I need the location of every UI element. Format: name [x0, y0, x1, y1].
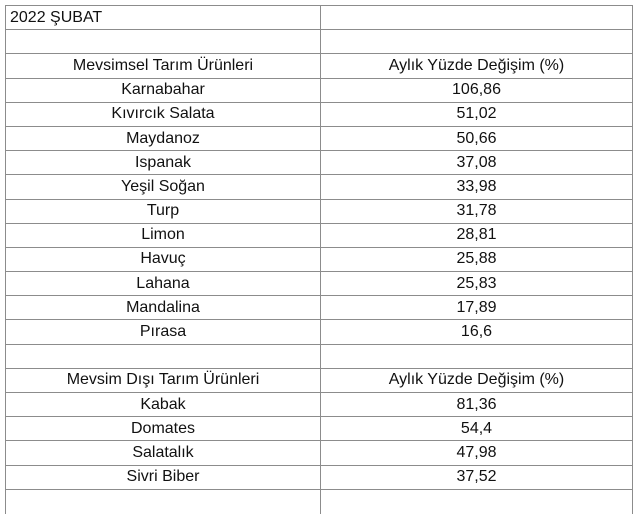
change-cell: 33,98	[321, 175, 633, 199]
product-cell: Karnabahar	[6, 78, 321, 102]
table-row	[6, 175, 633, 199]
product-cell: Pırasa	[6, 320, 321, 344]
table-row	[6, 465, 633, 489]
price-change-table	[5, 5, 633, 514]
change-cell: 25,88	[321, 247, 633, 271]
change-cell: 51,02	[321, 102, 633, 126]
table-row	[6, 441, 633, 465]
seasonal-change-header: Aylık Yüzde Değişim (%)	[321, 54, 633, 78]
change-cell: 37,52	[321, 465, 633, 489]
empty-cell	[321, 344, 633, 368]
seasonal-header-row	[6, 54, 633, 78]
empty-cell	[6, 489, 321, 513]
product-cell: Salatalık	[6, 441, 321, 465]
change-cell: 54,4	[321, 417, 633, 441]
change-cell: 25,83	[321, 272, 633, 296]
product-cell: Ispanak	[6, 151, 321, 175]
empty-cell	[6, 344, 321, 368]
empty-cell	[321, 489, 633, 513]
table-row	[6, 78, 633, 102]
table-row	[6, 393, 633, 417]
table-row	[6, 151, 633, 175]
change-cell: 28,81	[321, 223, 633, 247]
product-cell: Mandalina	[6, 296, 321, 320]
table-row	[6, 223, 633, 247]
change-cell: 47,98	[321, 441, 633, 465]
empty-cell	[321, 30, 633, 54]
spacer-row	[6, 30, 633, 54]
product-cell: Havuç	[6, 247, 321, 271]
table-row	[6, 247, 633, 271]
spacer-row	[6, 489, 633, 513]
title-cell: 2022 ŞUBAT	[6, 6, 321, 30]
change-cell: 50,66	[321, 126, 633, 150]
title-row	[6, 6, 633, 30]
change-cell: 81,36	[321, 393, 633, 417]
product-cell: Kıvırcık Salata	[6, 102, 321, 126]
table-row	[6, 102, 633, 126]
table-row	[6, 272, 633, 296]
change-cell: 106,86	[321, 78, 633, 102]
product-cell: Yeşil Soğan	[6, 175, 321, 199]
table-row	[6, 417, 633, 441]
empty-cell	[6, 30, 321, 54]
table-body	[6, 6, 633, 514]
product-cell: Sivri Biber	[6, 465, 321, 489]
table-row	[6, 199, 633, 223]
table-row	[6, 296, 633, 320]
table-row	[6, 126, 633, 150]
product-cell: Limon	[6, 223, 321, 247]
spacer-row	[6, 344, 633, 368]
change-cell: 37,08	[321, 151, 633, 175]
product-cell: Kabak	[6, 393, 321, 417]
product-cell: Domates	[6, 417, 321, 441]
seasonal-product-header: Mevsimsel Tarım Ürünleri	[6, 54, 321, 78]
offseason-change-header: Aylık Yüzde Değişim (%)	[321, 368, 633, 392]
table-row	[6, 320, 633, 344]
offseason-header-row	[6, 368, 633, 392]
change-cell: 17,89	[321, 296, 633, 320]
offseason-product-header: Mevsim Dışı Tarım Ürünleri	[6, 368, 321, 392]
change-cell: 16,6	[321, 320, 633, 344]
product-cell: Turp	[6, 199, 321, 223]
product-cell: Maydanoz	[6, 126, 321, 150]
product-cell: Lahana	[6, 272, 321, 296]
title-empty-cell	[321, 6, 633, 30]
change-cell: 31,78	[321, 199, 633, 223]
